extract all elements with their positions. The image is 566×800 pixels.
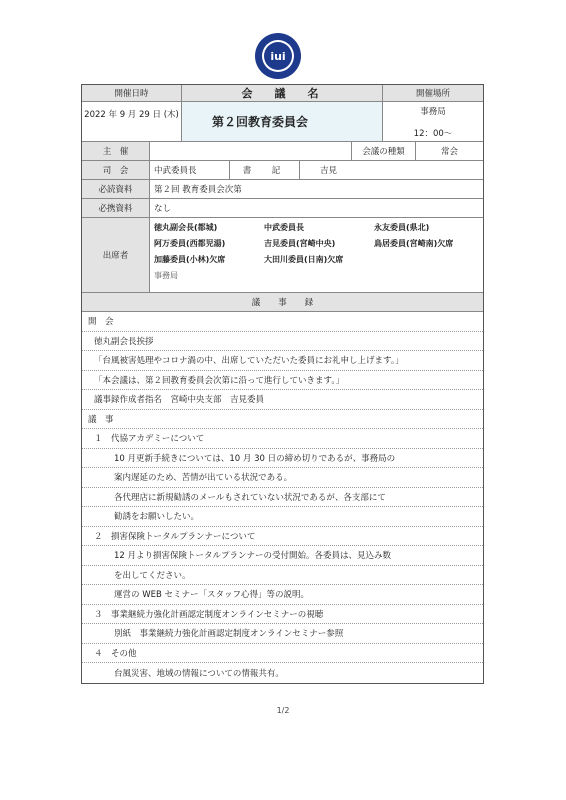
header-values-row xyxy=(82,102,483,142)
minutes-line: ４ その他 xyxy=(82,644,483,664)
host-row xyxy=(82,142,483,161)
attendees-cell xyxy=(150,218,483,292)
attendee: 加藤委員(小林)欠席 xyxy=(154,255,226,264)
attendee: 吉見委員(宮崎中央) xyxy=(264,239,336,248)
place-value: 事務局 xyxy=(420,106,446,117)
minutes-line: 「本会議は、第２回教育委員会次第に沿って進行していきます。」 xyxy=(82,371,483,391)
attendee: 中武委員長 xyxy=(264,223,304,232)
place-cell xyxy=(383,102,483,141)
meeting-type-label: 会議の種類 xyxy=(352,142,416,160)
attendees-row xyxy=(82,218,483,293)
required-items-value: なし xyxy=(154,204,172,214)
required-reading-value: 第２回 教育委員会次第 xyxy=(154,185,242,195)
attendee: 永友委員(県北) xyxy=(374,223,430,232)
minutes-header xyxy=(82,293,483,312)
minutes-line: 10 月更新手続きについては、10 月 30 日の締め切りであるが、事務局の xyxy=(82,449,483,469)
meeting-type-value: 常会 xyxy=(440,147,458,157)
minutes-line: 運営の WEB セミナー「スタッフ心得」等の説明。 xyxy=(82,585,483,605)
minutes-line: 議 事 xyxy=(82,410,483,430)
required-reading-row xyxy=(82,180,483,199)
page-number: 1/2 xyxy=(276,706,290,715)
place-label: 開催場所 xyxy=(383,85,483,101)
minutes-body xyxy=(82,312,483,684)
required-reading-label: 必読資料 xyxy=(82,180,150,198)
meeting-name-label: 会議名 xyxy=(182,85,383,101)
minutes-title: 議事録 xyxy=(251,298,332,308)
meeting-name: 第２回教育委員会 xyxy=(182,102,383,141)
attendee: 徳丸副会長(都城) xyxy=(154,223,218,232)
attendee xyxy=(374,254,484,265)
required-items-label: 必携資料 xyxy=(82,199,150,217)
association-logo xyxy=(254,32,302,80)
moderator-row xyxy=(82,161,483,180)
minutes-line: 12 月より損害保険トータルプランナーの受付開始。各委員は、見込み数 xyxy=(82,546,483,566)
attendee: 阿万委員(西都児湯) xyxy=(154,239,226,248)
attendees-list xyxy=(150,218,488,285)
minutes-line: ３ 事業継続力強化計画認定制度オンラインセミナーの視聴 xyxy=(82,605,483,625)
minutes-sheet xyxy=(81,84,484,684)
svg-text:iui: iui xyxy=(270,50,286,63)
minutes-line: 台風災害、地域の情報についての情報共有。 xyxy=(114,668,284,679)
minutes-line: 「台風被害処理やコロナ渦の中、出席していただいた委員にお礼申し上げます。」 xyxy=(82,351,483,371)
minutes-line: を出してください。 xyxy=(82,566,483,586)
attendee-staff: 事務局 xyxy=(154,271,178,280)
minutes-line: 議事録作成者指名 宮崎中央支部 吉見委員 xyxy=(82,390,483,410)
attendee: 鳥居委員(宮崎南)欠席 xyxy=(374,239,454,248)
date-label: 開催日時 xyxy=(82,85,182,101)
minutes-line: 各代理店に新規勧誘のメールもされていない状況であるが、各支部にて xyxy=(82,488,483,508)
minutes-line: ２ 損害保険トータルプランナーについて xyxy=(82,527,483,547)
header-labels-row xyxy=(82,85,483,102)
minutes-line: 勧誘をお願いしたい。 xyxy=(82,507,483,527)
time-value: 12：00～ xyxy=(413,128,453,139)
minutes-line: 徳丸副会長挨拶 xyxy=(82,332,483,352)
minutes-line: 開 会 xyxy=(82,312,483,332)
recorder-value: 吉見 xyxy=(320,166,338,176)
minutes-line: １ 代協アカデミーについて xyxy=(82,429,483,449)
host-label: 主 催 xyxy=(82,142,150,160)
date-value: 2022 年 9 月 29 日 (木) xyxy=(82,102,182,141)
host-value xyxy=(150,142,352,160)
moderator-value: 中武委員長 xyxy=(150,161,230,179)
minutes-line: 別紙 事業継続力強化計画認定制度オンラインセミナー参照 xyxy=(82,624,483,644)
attendee: 大田川委員(日南)欠席 xyxy=(264,255,344,264)
minutes-line: 案内遅延のため、苦情が出ている状況である。 xyxy=(82,468,483,488)
required-items-row xyxy=(82,199,483,218)
attendees-label: 出席者 xyxy=(82,218,150,292)
recorder-label: 書 記 xyxy=(230,161,300,179)
moderator-label: 司 会 xyxy=(82,161,150,179)
